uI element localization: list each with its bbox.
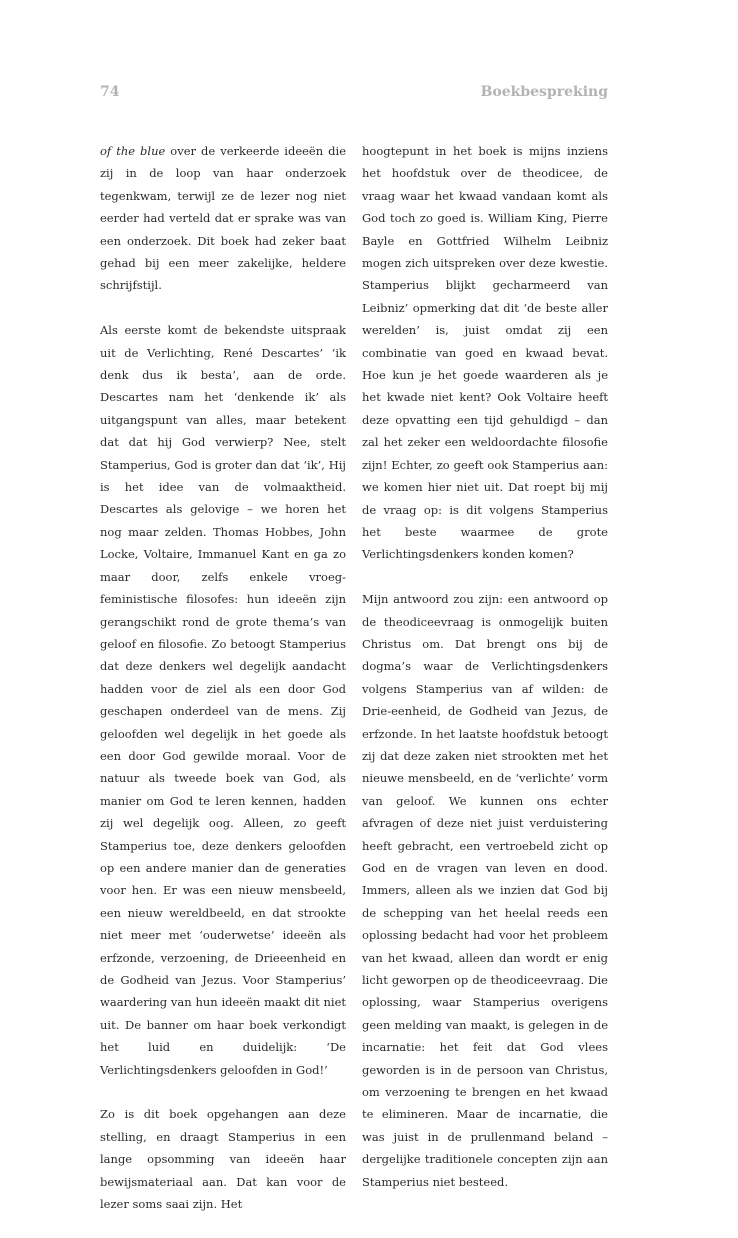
page-header	[100, 84, 608, 106]
paragraph	[100, 140, 346, 297]
paragraph-text: over de verkeerde ideeën die zij in de loop van haar onderzoek tegenkwam, terwijl ze de lezer nog niet eerder had verteld dat er sprake was van een onderzoek. Dit boek had zeker baat gehad bij een meer zakelijke, heldere schrijfstijl.	[100, 144, 347, 293]
right-column	[362, 140, 608, 1215]
running-title: Boekbespreking	[480, 84, 608, 100]
page-number: 74	[100, 84, 120, 100]
paragraph: Mijn antwoord zou zijn: een antwoord op de theodiceevraag is onmogelijk buiten Christus om. Dat brengt ons bij de dogma’s waar de Verlichtingsdenkers volgens Stamperius van af wilden: de Drie-eenheid, de Godheid van Jezus, de erfzonde. In het laatste hoofdstuk betoogt zij dat deze zaken niet strookten met het nieuwe mensbeeld, en de ‘verlichte’ vorm van geloof. We kunnen ons echter afvragen of deze niet juist verduistering heeft gebracht, een vertroebeld zicht op God en de vragen van leven en dood. Immers, alleen als we inzien dat God bij de schepping van het heelal reeds een oplossing bedacht had voor het probleem van het kwaad, alleen dan wordt er enig licht geworpen op de theodiceevraag. Die oplossing, waar Stamperius overigens geen melding van maakt, is gelegen in de incarnatie: het feit dat God vlees geworden is in de persoon van Christus, om verzoening te brengen en het kwaad te elimineren. Maar de incarnatie, die was juist in de prullenmand beland – dergelijke traditionele concepten zijn aan Stamperius niet besteed.	[362, 592, 608, 1189]
italic-phrase: of the blue	[100, 144, 166, 158]
paragraph: hoogtepunt in het boek is mijns inziens het hoofdstuk over de theodicee, de vraag waar het kwaad vandaan komt als God toch zo goed is. William King, Pierre Bayle en Gottfried Wilhelm Leibniz mogen zich uitspreken over deze kwestie. Stamperius blijkt gecharmeerd van Leibniz’ opmerking dat dit ‘de beste aller werelden’ is, juist omdat zij een combinatie van goed en kwaad bevat. Hoe kun je het goede waarderen als je het kwade niet kent? Ook Voltaire heeft deze opvatting een tijd gehuldigd – dan zal het zeker een weldoordachte filosofie zijn! Echter, zo geeft ook Stamperius aan: we komen hier niet uit. Dat roept bij mij de vraag op: is dit volgens Stamperius het beste waarmee de grote Verlichtingsdenkers konden komen?	[362, 144, 608, 562]
paragraph: Als eerste komt de bekendste uitspraak uit de Verlichting, René Descartes’ ‘ik denk dus ik besta’, aan de orde. Descartes nam het ‘denkende ik’ als uitgangspunt van alles, maar betekent dat dat hij God verwierp? Nee, stelt Stamperius, God is groter dan dat ‘ik’, Hij is het idee van de volmaaktheid. Descartes als gelovige – we horen het nog maar zelden. Thomas Hobbes, John Locke, Voltaire, Immanuel Kant en ga zo maar door, zelfs enkele vroeg-feministische filosofes: hun ideeën zijn gerangschikt rond de grote thema’s van geloof en filosofie. Zo betoogt Stamperius dat deze denkers wel degelijk aandacht hadden voor de ziel als een door God geschapen onderdeel van de mens. Zij geloofden wel degelijk in het goede als een door God gewilde moraal. Voor de natuur als tweede boek van God, als manier om God te leren kennen, hadden zij wel degelijk oog. Alleen, zo geeft Stamperius toe, deze denkers geloofden op een andere manier dan de generaties voor hen. Er was een nieuw mensbeeld, een nieuw wereldbeeld, en dat strookte niet meer met ‘ouderwetse’ ideeën als erfzonde, verzoening, de Drieeenheid en de Godheid van Jezus. Voor Stamperius’ waardering van hun ideeën maakt dit niet uit. De banner om haar boek verkondigt het luid en duidelijk: ‘De Verlichtingsdenkers geloofden in God!’	[100, 323, 346, 1077]
paragraph: Zo is dit boek opgehangen aan deze stelling, en draagt Stamperius in een lange opsomming van ideeën haar bewijsmateriaal aan. Dat kan voor de lezer soms saai zijn. Het	[100, 1107, 346, 1212]
left-column	[100, 140, 346, 1238]
